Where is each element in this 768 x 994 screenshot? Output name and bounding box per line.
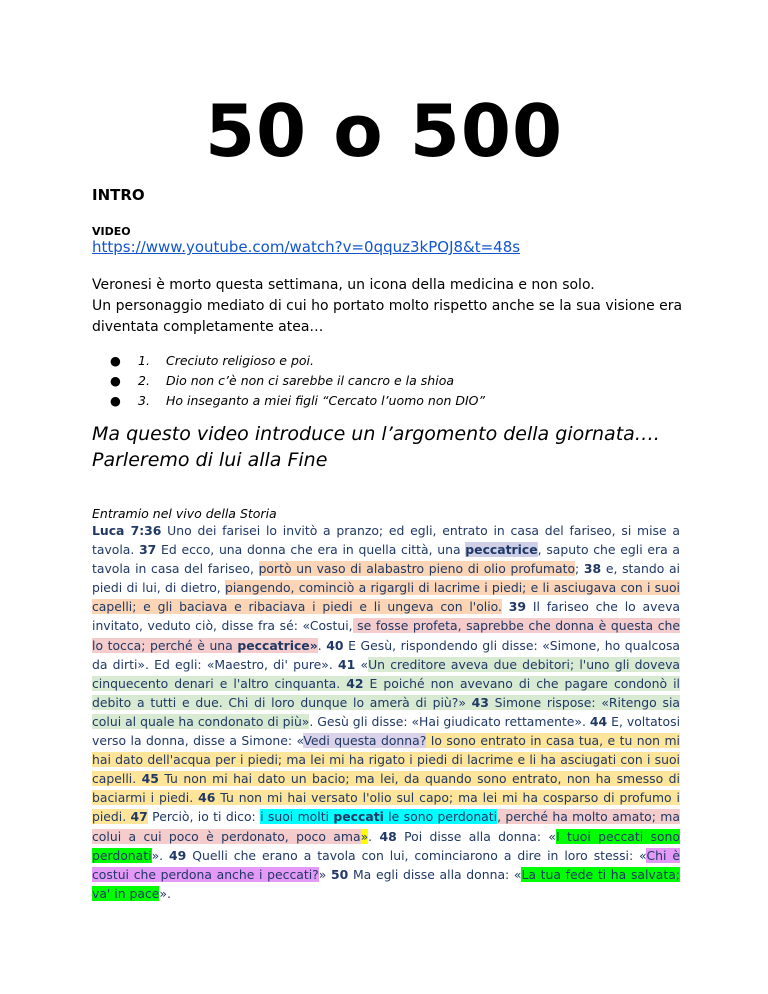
passage-text: Uno dei farisei lo invitò a pranzo; ed egli, entrato in casa del fariseo, si mise a tavola.	[92, 523, 680, 558]
verse-ref: Luca 7:36	[92, 523, 162, 538]
passage-text: e, stando ai piedi di lui, di dietro,	[92, 561, 680, 596]
list-item-number: 2.	[138, 373, 150, 388]
list-item	[110, 371, 485, 391]
passage-text: ».	[159, 885, 171, 901]
intro-paragraph	[92, 275, 692, 338]
verse-number: 49	[169, 847, 187, 863]
highlight-prophet: se fosse profeta, saprebbe che donna è questa che lo tocca; perché è una	[92, 618, 680, 653]
verse-number: 40	[326, 637, 344, 653]
highlight-alabaster: portò un vaso di alabastro pieno di olio profumato	[258, 561, 576, 577]
highlight-oil: Tu non mi hai versato l'olio sul capo; ma lei mi ha cosparso di profumo i piedi.	[92, 790, 680, 825]
list-item-text: Creciuto religioso e poi.	[166, 353, 315, 368]
highlight-many-sins: i suoi molti	[260, 809, 334, 825]
verse-number: 42	[346, 675, 364, 691]
highlight-loved: , perché ha molto amato; ma colui a cui poco è perdonato, poco ama	[92, 809, 680, 844]
verse-number: 41	[338, 656, 356, 672]
bullet-icon: ●	[110, 353, 121, 368]
highlight-creditor: Un creditore aveva due debitori; l'uno gli doveva cinquecento denari e l'altro cinquanta.	[92, 656, 681, 691]
intro-paragraph-line-1: Veronesi è morto questa settimana, un icona della medicina e non solo.	[92, 277, 595, 293]
section-heading	[92, 421, 732, 473]
highlight-kiss: Tu non mi hai dato un bacio; ma lei, da quando sono entrato, non ha smesso di baciarmi i piedi.	[92, 771, 680, 806]
highlight-your-sins: I tuoi peccati sono perdonati	[92, 828, 680, 863]
highlight-debt: E poiché non avevano di che pagare condonò il debito a tutti e due. Chi di loro dunque lo amerà di più?»	[92, 675, 680, 710]
highlight-sinner: peccatrice	[465, 542, 538, 558]
numbered-list	[110, 351, 485, 411]
scripture-passage	[92, 521, 680, 903]
bullet-icon: ●	[110, 393, 121, 408]
highlight-entered-house: Io sono entrato in casa tua, e tu non mi hai dato dell'acqua per i piedi; ma lei mi ha rigato i piedi di lacrime e li ha asciugati con i suoi capelli.	[92, 733, 680, 787]
highlight-who-is-this: Chi è costui che perdona anche i peccati?	[92, 847, 681, 882]
section-heading-line-2: Parleremo di lui alla Fine	[92, 449, 328, 471]
verse-number: 45	[141, 771, 159, 787]
passage-text: ».	[151, 847, 170, 863]
passage-text: Poi disse alla donna: «	[396, 828, 557, 844]
passage-text	[502, 599, 509, 614]
passage-text: , saputo che egli era a tavola in casa del fariseo,	[92, 542, 680, 577]
passage-text: Ma egli disse alla donna: «	[348, 866, 522, 882]
verse-number: 47	[130, 809, 148, 825]
subheading: Entramio nel vivo della Storia	[92, 506, 277, 521]
passage-text: Quelli che erano a tavola con lui, cominciarono a dire in loro stessi: «	[186, 847, 647, 863]
section-heading-line-1: Ma questo video introduce un l’argomento della giornata….	[92, 423, 660, 445]
highlight-see-woman: Vedi questa donna?	[303, 733, 427, 749]
passage-text: Ed ecco, una donna che era in quella città, una	[156, 542, 466, 558]
passage-text: . Gesù gli disse: «Hai giudicato rettamente».	[309, 713, 590, 729]
verse-number: 43	[471, 694, 489, 710]
verse-number: 48	[379, 828, 397, 844]
document-title: 50 o 500	[204, 89, 564, 173]
passage-text: «	[355, 656, 369, 672]
passage-text: Il fariseo che lo aveva invitato, veduto ciò, disse fra sé: «Costui,	[92, 599, 680, 634]
highlight-weeping: piangendo, cominciò a rigargli di lacrime i piedi; e li asciugava con i suoi capelli; e gli baciava e ribaciava i piedi e li ungeva con l'olio.	[92, 580, 680, 615]
list-item-text: Ho inseganto a miei figli “Cercato l’uomo non DIO”	[166, 393, 486, 408]
verse-number: 50	[331, 866, 349, 882]
passage-text: »	[318, 866, 332, 882]
highlight-simon-answer: Simone rispose: «Ritengo sia colui al quale ha condonato di più»	[92, 694, 680, 729]
passage-text: .	[317, 637, 327, 653]
video-link[interactable]: https://www.youtube.com/watch?v=0qquz3kPOJ8&t=48s	[92, 238, 521, 256]
passage-text: E, voltatosi verso la donna, disse a Simone: «	[92, 713, 681, 749]
verse-number: 46	[198, 790, 216, 806]
passage-text: .	[368, 828, 380, 844]
passage-text: E Gesù, rispondendo gli disse: «Simone, ho qualcosa da dirti». Ed egli: «Maestro, di' pure».	[92, 637, 680, 672]
highlight-forgiven: le sono perdonati	[383, 809, 498, 825]
verse-number: 38	[583, 561, 602, 577]
list-item-number: 1.	[138, 353, 150, 368]
verse-number: 44	[589, 713, 608, 729]
bullet-icon: ●	[110, 373, 121, 388]
highlight-quote-end: »	[360, 828, 369, 844]
list-item	[110, 391, 485, 411]
passage-text: ;	[575, 561, 584, 577]
highlight-sinner-2: peccatrice»	[237, 637, 318, 653]
intro-label: INTRO	[92, 186, 145, 204]
list-item-number: 3.	[138, 393, 150, 408]
list-item-text: Dio non c’è non ci sarebbe il cancro e la shioa	[166, 373, 455, 388]
highlight-faith-saved: La tua fede ti ha salvata; va' in pace	[92, 866, 680, 901]
highlight-sins-word: peccati	[333, 809, 384, 825]
verse-number: 37	[139, 542, 157, 558]
verse-number: 39	[508, 599, 527, 615]
intro-paragraph-line-2: Un personaggio mediato di cui ho portato molto rispetto anche se la sua visione era diventata completamente atea…	[92, 298, 683, 335]
video-label: VIDEO	[92, 225, 131, 238]
passage-text: Perciò, io ti dico:	[147, 809, 261, 825]
list-item	[110, 351, 485, 371]
